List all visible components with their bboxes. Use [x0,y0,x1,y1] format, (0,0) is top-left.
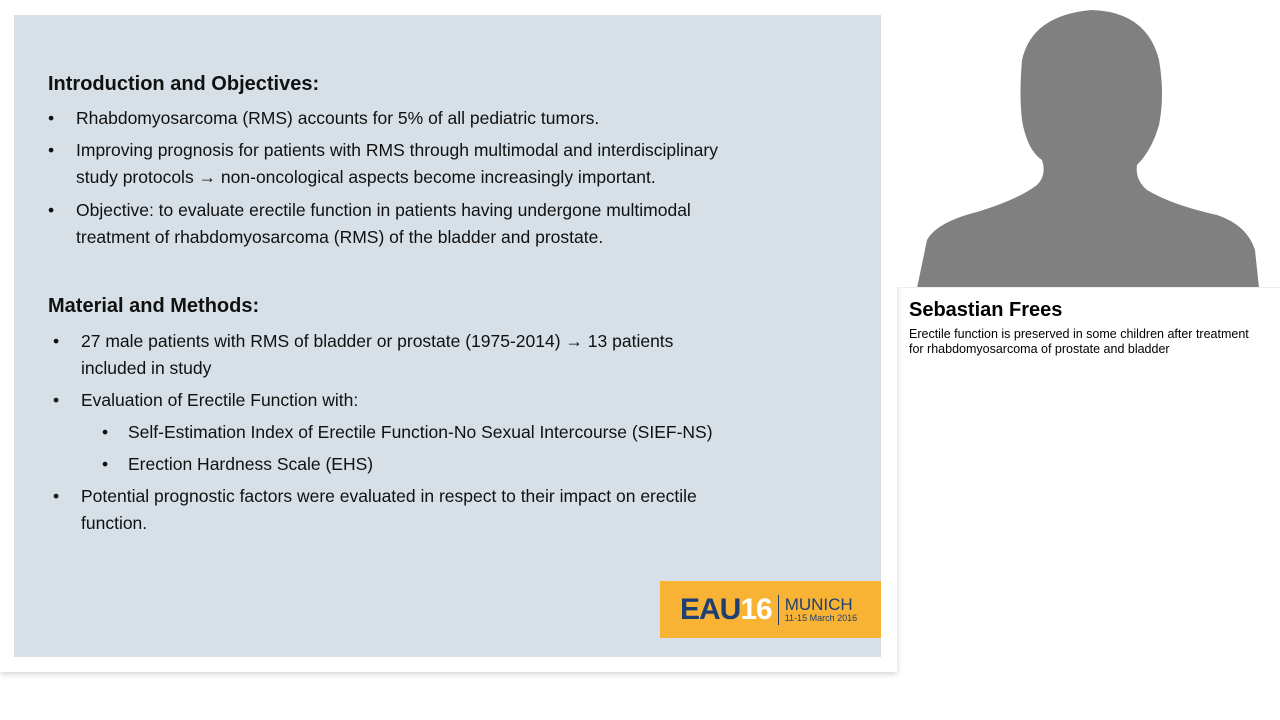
intro-bullet-2: • Improving prognosis for patients with RMS through multimodal and interdisciplinary study protocols → non-oncological aspects become increasingly important. [48,140,718,187]
person-silhouette-icon [897,0,1280,288]
logo-divider [778,595,779,625]
presentation-title: Erectile function is preserved in some children after treatment for rhabdomyosarcoma of prostate and bladder [909,327,1249,356]
eau16-logo: EAU 16 MUNICH 11-15 March 2016 [660,581,881,638]
methods-heading: Material and Methods: [48,295,260,317]
methods-bullet-3: • Potential prognostic factors were evaluated in respect to their impact on erectile function. [53,486,697,533]
speaker-name: Sebastian Frees [909,299,1063,321]
presentation-slide [14,15,881,657]
methods-bullet-1: • 27 male patients with RMS of bladder or prostate (1975-2014) → 13 patients included in study [53,331,674,378]
intro-heading: Introduction and Objectives: [48,73,320,95]
intro-bullet-3: • Objective: to evaluate erectile function in patients having undergone multimodal treatment of rhabdomyosarcoma (RMS) of the bladder and prostate. [48,200,691,247]
methods-subbullet-1: • Self-Estimation Index of Erectile Function-No Sexual Intercourse (SIEF-NS) [102,422,713,442]
methods-bullet-2: • Evaluation of Erectile Function with: [53,390,359,410]
intro-bullet-1: • Rhabdomyosarcoma (RMS) accounts for 5% of all pediatric tumors. [48,108,600,128]
speaker-avatar [897,0,1280,288]
methods-subbullet-2: • Erection Hardness Scale (EHS) [102,454,374,474]
